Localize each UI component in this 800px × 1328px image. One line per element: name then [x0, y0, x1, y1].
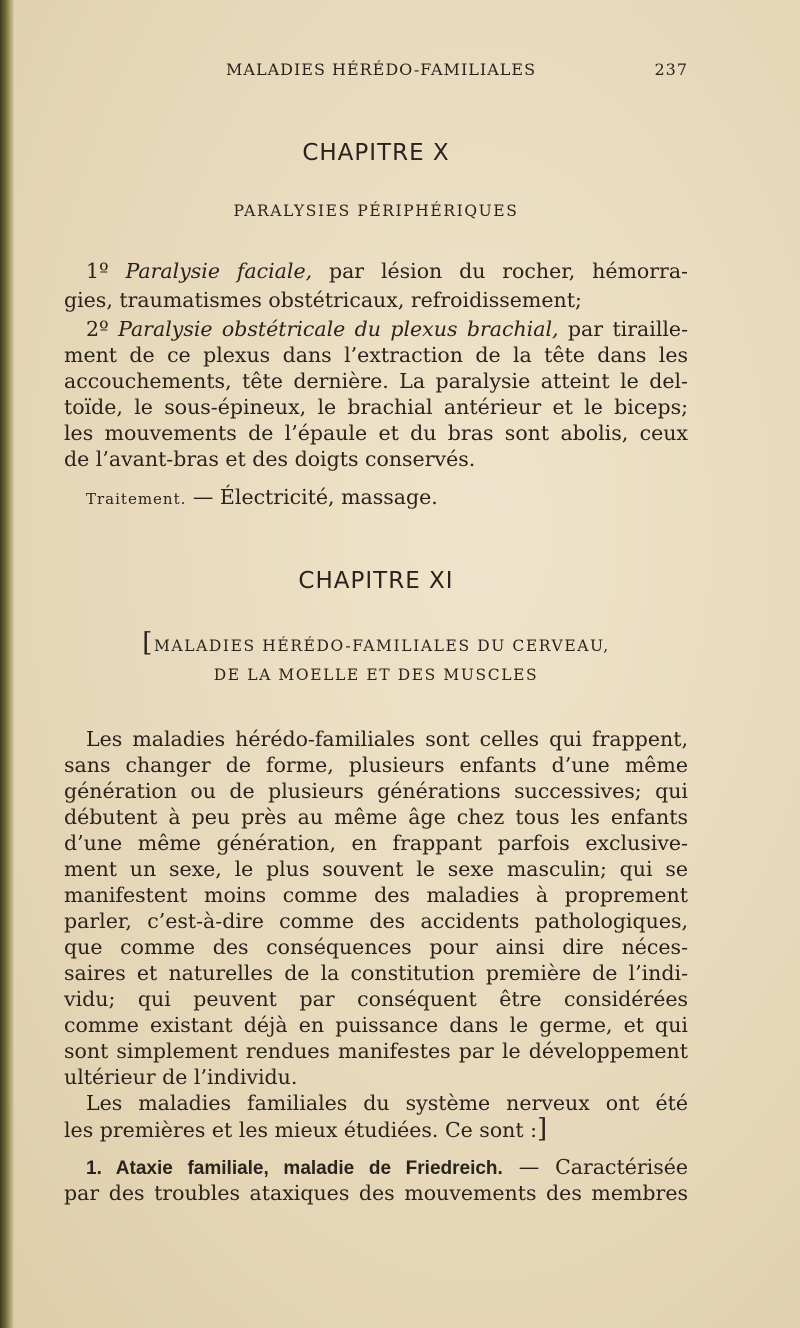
- book-spine-shadow: [0, 0, 14, 1328]
- chapter-xi-subheading: [MALADIES HÉRÉDO-FAMILIALES DU CERVEAU,: [142, 628, 610, 658]
- editorial-bracket-close: ]: [537, 1114, 548, 1144]
- paragraph-line: 1º Paralysie faciale, par lésion du rocher, hémorra-: [86, 259, 688, 283]
- paragraph-line: de l’avant-bras et des doigts conservés.: [64, 447, 476, 471]
- running-head-title: MALADIES HÉRÉDO-FAMILIALES: [226, 60, 537, 79]
- paragraph-line: génération ou de plusieurs générations successives; qui: [64, 779, 688, 803]
- paragraph-line: par des troubles ataxiques des mouvements des membres: [64, 1181, 688, 1205]
- paragraph-line: les premières et les mieux étudiées. Ce sont :]: [64, 1114, 548, 1144]
- chapter-xi-subheading-line2: DE LA MOELLE ET DES MUSCLES: [213, 666, 539, 684]
- paragraph-line: saires et naturelles de la constitution première de l’indi-: [64, 961, 688, 985]
- traitement-label: Traitement.: [86, 490, 187, 508]
- chapter-x-heading: CHAPITRE X: [302, 140, 450, 166]
- paragraph-line: gies, traumatismes obstétricaux, refroidissement;: [64, 288, 582, 312]
- item-title-bold: 1. Ataxie familiale, maladie de Friedreich.: [86, 1158, 503, 1179]
- paragraph-line: les mouvements de l’épaule et du bras sont abolis, ceux: [64, 421, 688, 445]
- paragraph-line: ultérieur de l’individu.: [64, 1065, 298, 1089]
- item-title: Paralysie faciale,: [125, 259, 313, 283]
- paragraph-line: ment un sexe, le plus souvent le sexe masculin; qui se: [64, 857, 688, 881]
- chapter-x-subheading: PARALYSIES PÉRIPHÉRIQUES: [233, 202, 519, 220]
- paragraph-line: sont simplement rendues manifestes par le développement: [64, 1039, 688, 1063]
- item-number: 1º: [86, 259, 126, 283]
- paragraph-line: sans changer de forme, plusieurs enfants d’une même: [64, 753, 688, 777]
- paragraph-line: toïde, le sous-épineux, le brachial antérieur et le biceps;: [64, 395, 688, 419]
- paragraph-line: accouchements, tête dernière. La paralysie atteint le del-: [64, 369, 688, 393]
- chapter-xi-heading: CHAPITRE XI: [298, 568, 454, 594]
- page-number: 237: [654, 60, 688, 79]
- paragraph-line: que comme des conséquences pour ainsi dire néces-: [64, 935, 688, 959]
- paragraph-line: vidu; qui peuvent par conséquent être considérées: [64, 987, 688, 1011]
- item-title: Paralysie obstétricale du plexus brachial,: [118, 317, 559, 341]
- paragraph-line: 1. Ataxie familiale, maladie de Friedreich. — Caractérisée: [86, 1155, 689, 1179]
- item-number: 2º: [86, 317, 119, 341]
- traitement-line: Traitement. — Électricité, massage.: [86, 485, 438, 509]
- paragraph-line: d’une même génération, en frappant parfois exclusive-: [64, 831, 688, 855]
- paragraph-line: ment de ce plexus dans l’extraction de la tête dans les: [64, 343, 688, 367]
- paragraph-line: 2º Paralysie obstétricale du plexus brachial, par tiraille-: [86, 317, 688, 341]
- paragraph-line: Les maladies hérédo-familiales sont celles qui frappent,: [86, 727, 688, 751]
- paragraph-line: manifestent moins comme des maladies à proprement: [64, 883, 688, 907]
- paragraph-line: comme existant déjà en puissance dans le germe, et qui: [64, 1013, 688, 1037]
- running-head: [64, 60, 688, 84]
- paragraph-line: débutent à peu près au même âge chez tous les enfants: [64, 805, 688, 829]
- paragraph-line: Les maladies familiales du système nerveux ont été: [86, 1091, 688, 1115]
- paragraph-line: parler, c’est-à-dire comme des accidents pathologiques,: [64, 909, 688, 933]
- editorial-bracket-open: [: [142, 628, 154, 658]
